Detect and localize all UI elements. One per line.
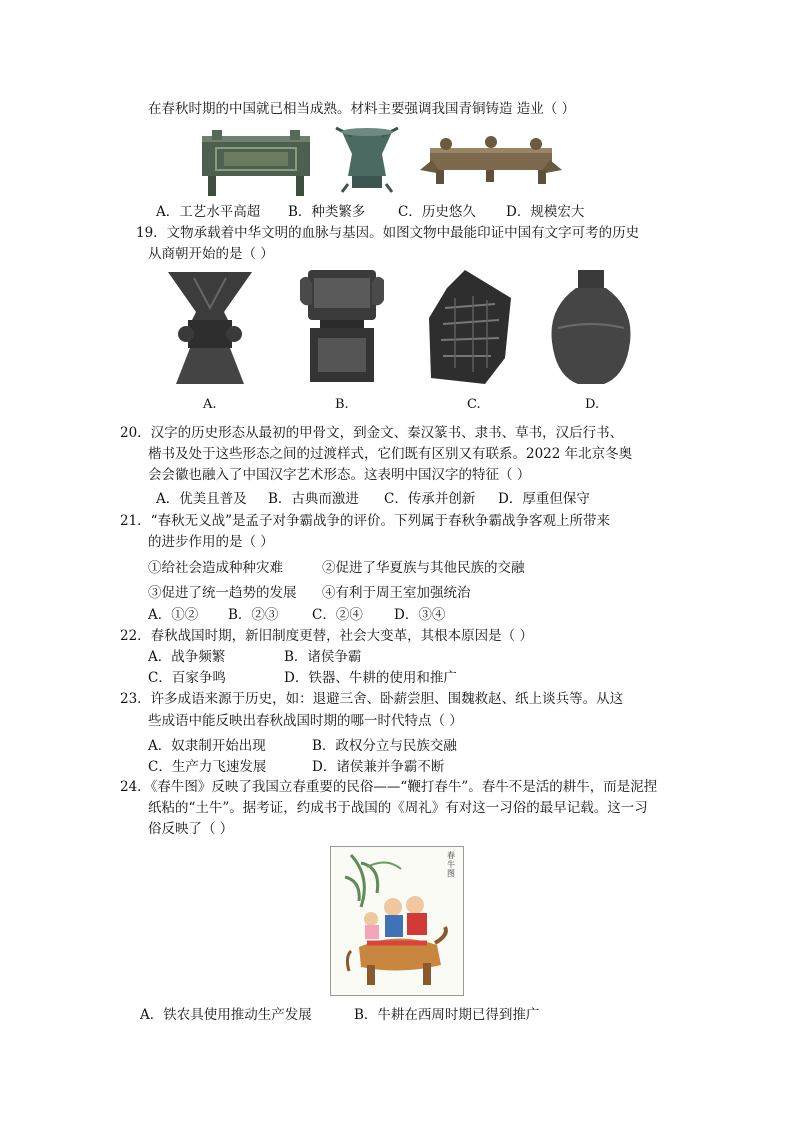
q20-line2: 楷书及处于这些形态之间的过渡样式，它们既有区别又有联系。2022 年北京冬奥 <box>148 446 633 462</box>
q19-stem-line1: 19．文物承载着中华文明的血脉与基因。如图文物中最能印证中国有文字可考的历史 <box>136 225 640 241</box>
q18-stem-tail: 在春秋时期的中国就已相当成熟。材料主要强调我国青铜铸造 造业（ ） <box>148 101 576 117</box>
q23-option-d[interactable]: D．诸侯兼并争霸不断 <box>312 759 445 775</box>
q24-line1: 24．《春牛图》反映了我国立春重要的民俗——“鞭打春牛”。春牛不是活的耕牛，而是泥捏 <box>120 779 658 795</box>
q21-item1: ①给社会造成种种灾难 <box>148 560 283 576</box>
q23-option-c[interactable]: C．生产力飞速发展 <box>148 759 267 775</box>
q24-line3: 俗反映了（ ） <box>148 821 234 837</box>
q21-item2: ②促进了华夏族与其他民族的交融 <box>322 560 525 576</box>
q22-option-b[interactable]: B．诸侯争霸 <box>284 649 362 665</box>
q21-line2: 的进步作用的是（ ） <box>148 534 274 550</box>
q21-option-b[interactable]: B．②③ <box>228 607 279 623</box>
bronze-table-image <box>416 130 566 192</box>
q23-option-b[interactable]: B．政权分立与民族交融 <box>312 738 457 754</box>
q20-line3: 会会徽也融入了中国汉字艺术形态。这表明中国汉字的特征（ ） <box>148 467 531 483</box>
q21-line1: 21．“春秋无义战”是孟子对争霸战争的评价。下列属于春秋争霸战争客观上所带来 <box>120 513 610 529</box>
bronze-zun-image <box>328 124 406 194</box>
artifact-oracle-bone-image <box>425 268 515 388</box>
q19-stem-line2: 从商朝开始的是（ ） <box>148 246 274 262</box>
q20-option-a[interactable]: A．优美且普及 <box>156 491 247 507</box>
q18-option-a[interactable]: A．工艺水平高超 <box>156 204 261 220</box>
q23-line1: 23．许多成语来源于历史，如：退避三舍、卧薪尝胆、围魏救赵、纸上谈兵等。从这 <box>120 691 624 707</box>
q19-label-b[interactable]: B. <box>335 397 349 412</box>
q24-option-b[interactable]: B．牛耕在西周时期已得到推广 <box>354 1007 540 1023</box>
q21-item3: ③促进了统一趋势的发展 <box>148 585 297 601</box>
q21-option-c[interactable]: C．②④ <box>312 607 363 623</box>
q21-option-a[interactable]: A．①② <box>148 607 199 623</box>
q19-label-a[interactable]: A. <box>203 397 217 412</box>
artifact-zun-image <box>164 268 256 388</box>
q24-option-a[interactable]: A．铁农具使用推动生产发展 <box>140 1007 312 1023</box>
q23-line2: 些成语中能反映出春秋战国时期的哪一时代特点（ ） <box>148 713 463 729</box>
bronze-ding-image <box>196 126 316 198</box>
q22-option-c[interactable]: C．百家争鸣 <box>148 670 226 686</box>
q22-option-d[interactable]: D．铁器、牛耕的使用和推广 <box>284 670 457 686</box>
q20-option-d[interactable]: D．厚重但保守 <box>498 491 590 507</box>
artifact-gui-image <box>298 264 386 386</box>
painting-caption: 春牛图 <box>447 851 455 878</box>
q18-option-b[interactable]: B．种类繁多 <box>288 204 366 220</box>
q18-option-d[interactable]: D．规模宏大 <box>506 204 585 220</box>
q24-line2: 纸粘的“土牛”。据考证，约成书于战国的《周礼》有对这一习俗的最早记载。这一习 <box>148 800 648 816</box>
spring-ox-painting <box>330 846 464 996</box>
q19-label-d[interactable]: D. <box>585 397 600 412</box>
spring-ox-illustration <box>331 847 463 995</box>
artifact-pottery-jar-image <box>548 268 634 388</box>
q21-option-d[interactable]: D．③④ <box>394 607 446 623</box>
q22-stem: 22．春秋战国时期，新旧制度更替，社会大变革，其根本原因是（ ） <box>120 628 533 644</box>
q22-option-a[interactable]: A．战争频繁 <box>148 649 226 665</box>
q20-option-b[interactable]: B．古典而激进 <box>268 491 359 507</box>
q23-option-a[interactable]: A．奴隶制开始出现 <box>148 738 266 754</box>
q21-item4: ④有利于周王室加强统治 <box>322 585 471 601</box>
q20-option-c[interactable]: C．传承并创新 <box>384 491 476 507</box>
q18-option-c[interactable]: C．历史悠久 <box>398 204 476 220</box>
q19-label-c[interactable]: C. <box>467 397 481 412</box>
q20-line1: 20．汉字的历史形态从最初的甲骨文，到金文、秦汉篆书、隶书、草书，汉后行书、 <box>120 425 624 441</box>
